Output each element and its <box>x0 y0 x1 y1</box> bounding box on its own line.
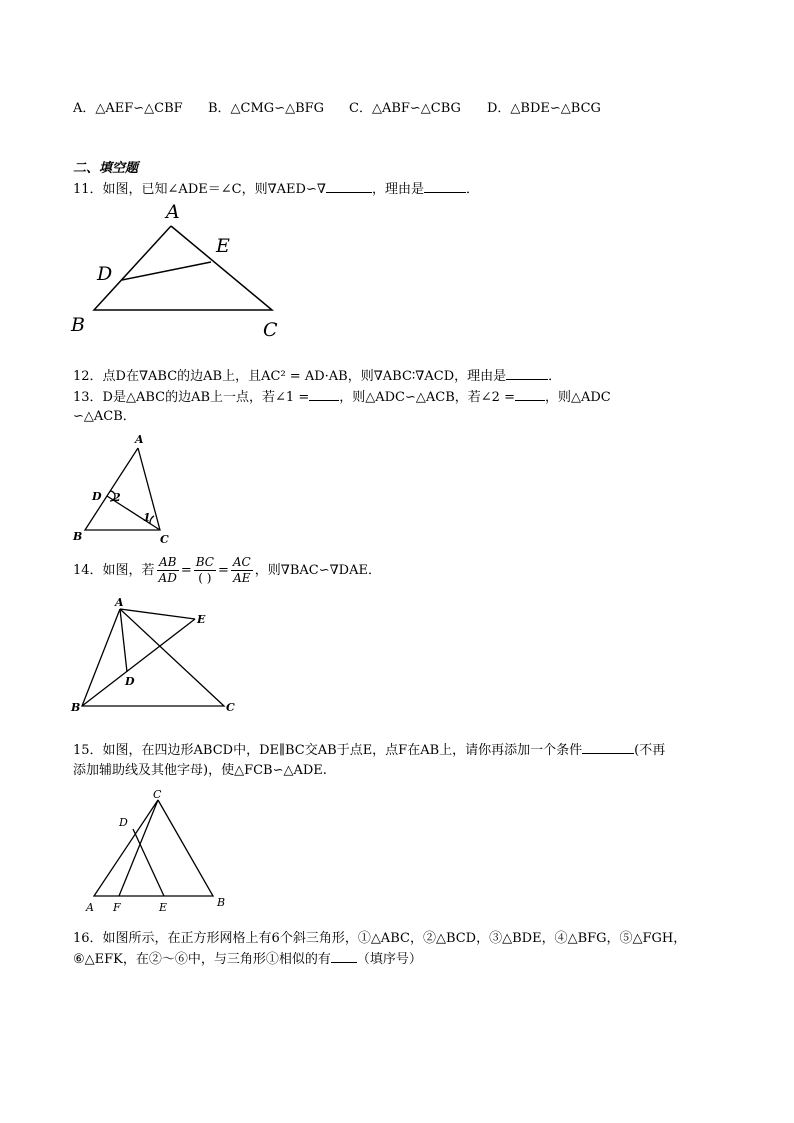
option-c: C．△ABF∽△CBG <box>349 101 461 116</box>
q11-text-3: ． <box>465 182 479 197</box>
q15-segment-fc <box>119 800 158 896</box>
q15-label-b: B <box>217 896 226 909</box>
q14-f2-num: BC <box>195 555 214 569</box>
option-a: A．△AEF∽△CBF <box>73 101 183 116</box>
q12-text-1: 12．点D在∇ABC的边AB上，且AC² = AD·AB，则∇ABC∶∇ACD，理由是 <box>73 369 507 384</box>
option-d: D．△BDE∽△BCG <box>487 101 601 116</box>
q15-triangle-acb <box>94 800 213 896</box>
q16-blank[interactable] <box>331 950 357 963</box>
question-15-cont: 添加辅助线及其他字母)，使△FCB∽△ADE. <box>73 763 327 778</box>
q14-text-1: 14．如图，若 <box>73 563 155 578</box>
q14-f3-num: AC <box>232 555 251 569</box>
q13-text-2: ，则△ADC∽△ACB，若∠2 = <box>339 390 515 405</box>
q12-text-2: ． <box>548 369 562 384</box>
q14-f1-den: AD <box>158 571 177 585</box>
q13-label-c: C <box>160 533 169 546</box>
q15-label-c: C <box>153 788 162 801</box>
q15-segment-de <box>133 829 164 896</box>
q13-label-d: D <box>92 490 102 503</box>
q11-label-d: D <box>97 263 113 285</box>
option-b: B．△CMG∽△BFG <box>208 101 325 116</box>
q14-label-b: B <box>71 701 81 714</box>
q15-text-2: (不再 <box>634 743 666 758</box>
q14-label-a: A <box>115 596 124 609</box>
q16-text-2: ⑥△EFK，在②～⑥中，与三角形①相似的有 <box>73 952 331 967</box>
q14-label-c: C <box>226 701 235 714</box>
q11-label-e: E <box>216 235 230 257</box>
q16-text-3: （填序号） <box>356 952 422 967</box>
q11-text-1: 11．如图，已知∠ADE＝∠C，则∇AED∽∇ <box>73 182 326 197</box>
q14-f2-den[interactable]: ( ) <box>198 571 212 585</box>
section-title: 二、填空题 <box>73 161 139 176</box>
q11-label-c: C <box>263 319 278 341</box>
q11-text-2: ，理由是 <box>371 182 424 197</box>
q13-label-1: 1 <box>143 511 151 524</box>
q13-label-a: A <box>135 433 144 446</box>
q13-text-3: ，则△ADC <box>544 390 611 405</box>
q11-label-b: B <box>71 314 85 336</box>
q13-text-1: 13．D是△ABC的边AB上一点，若∠1 = <box>73 390 310 405</box>
q14-eq-1: = <box>180 563 192 578</box>
q14-label-d: D <box>125 675 135 688</box>
question-16-cont <box>73 950 422 969</box>
q15-label-f: F <box>113 901 121 914</box>
q15-label-d: D <box>119 816 128 829</box>
q11-label-a: A <box>166 201 180 223</box>
q13-label-2: 2 <box>113 491 121 504</box>
q15-label-a: A <box>86 901 94 914</box>
question-13-cont: ∽△ACB． <box>73 409 136 424</box>
q15-label-e: E <box>159 901 168 914</box>
q14-eq-2: = <box>217 563 229 578</box>
q14-text-2: ，则∇BAC∽∇DAE． <box>254 563 381 578</box>
question-16: 16．如图所示，在正方形网格上有6个斜三角形，①△ABC，②△BCD，③△BDE，④△BFG，⑤△FGH， <box>73 931 687 946</box>
q13-label-b: B <box>73 530 83 543</box>
q15-text-1: 15．如图，在四边形ABCD中，DE∥BC交AB于点E，点F在AB上，请你再添加一个条件 <box>73 743 583 758</box>
q14-label-e: E <box>197 613 206 626</box>
q14-f1-num: AB <box>157 555 179 571</box>
q14-f3-den: AE <box>233 571 251 585</box>
